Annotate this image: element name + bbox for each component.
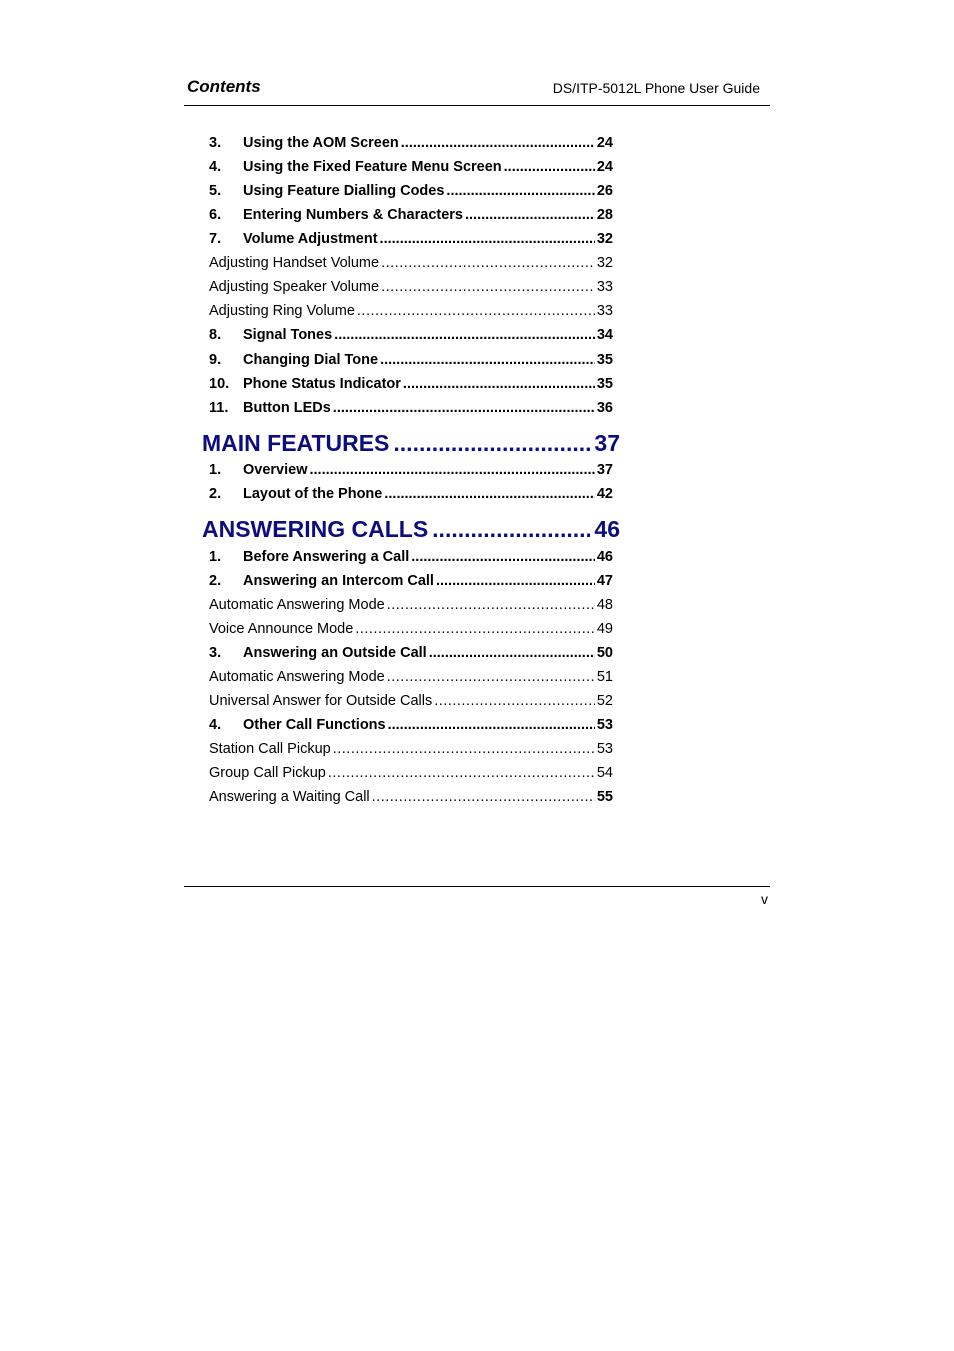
toc-entry-title: Button LEDs [243, 400, 331, 416]
toc-leader-dots [432, 515, 590, 543]
toc-entry-number: 7. [209, 231, 222, 247]
toc-entry-page: 47 [596, 573, 613, 589]
toc-subentry[interactable] [209, 619, 613, 639]
toc-leader-dots [328, 763, 595, 783]
toc-leader-dots [380, 229, 595, 249]
toc-entry-number: 3. [209, 135, 222, 151]
toc-entry-title: Changing Dial Tone [243, 352, 379, 368]
toc-entry[interactable] [209, 350, 613, 370]
toc-entry-page: 35 [596, 352, 613, 368]
toc-entry-page: 32 [596, 255, 613, 271]
toc-subentry[interactable] [209, 277, 613, 297]
toc-entry-title: Automatic Answering Mode [209, 597, 385, 613]
toc-leader-dots [446, 181, 594, 201]
toc-entry-number: 3. [209, 645, 222, 661]
toc-entry-page: 28 [596, 207, 613, 223]
toc-leader-dots [355, 619, 595, 639]
toc-entry-number: 10. [209, 376, 230, 392]
toc-entry-number: 5. [209, 183, 222, 199]
toc-leader-dots [429, 643, 595, 663]
toc-chapter-title: ANSWERING CALLS [202, 516, 429, 542]
toc-entry-page: 42 [596, 486, 613, 502]
toc-entry-title: Overview [243, 462, 308, 478]
toc-entry[interactable] [209, 571, 613, 591]
toc-entry-title: Adjusting Handset Volume [209, 255, 380, 271]
toc-entry-title: Adjusting Speaker Volume [209, 279, 380, 295]
toc-leader-dots [504, 157, 595, 177]
toc-entry-title: Phone Status Indicator [243, 376, 401, 392]
toc-subentry[interactable] [209, 763, 613, 783]
toc-chapter-answering-calls[interactable] [202, 515, 620, 543]
toc-leader-dots [388, 715, 595, 735]
toc-entry[interactable] [209, 133, 613, 153]
toc-leader-dots [380, 350, 595, 370]
header-rule [184, 105, 770, 106]
toc-entry[interactable] [209, 181, 613, 201]
toc-entry-number: 2. [209, 573, 222, 589]
toc-entry-number: 4. [209, 159, 222, 175]
toc-chapter-title: MAIN FEATURES [202, 430, 390, 456]
toc-entry-page: 46 [596, 549, 613, 565]
toc-entry-number: 9. [209, 352, 222, 368]
toc-entry-number: 8. [209, 327, 222, 343]
header-document-title: DS/ITP-5012L Phone User Guide [552, 80, 760, 96]
toc-leader-dots [387, 667, 595, 687]
toc-leader-dots [333, 398, 595, 418]
toc-subentry[interactable] [209, 301, 613, 321]
toc-leader-dots [387, 595, 595, 615]
toc-entry-page: 36 [596, 400, 613, 416]
toc-entry-page: 48 [596, 597, 613, 613]
toc-subentry[interactable] [209, 739, 613, 759]
toc-entry-number: 11. [209, 400, 229, 416]
toc-leader-dots [310, 460, 595, 480]
toc-entry[interactable] [209, 460, 613, 480]
toc-entry[interactable] [209, 643, 613, 663]
toc-leader-dots [381, 253, 595, 273]
toc-entry-page: 37 [596, 462, 613, 478]
toc-subentry[interactable] [209, 253, 613, 273]
toc-entry-title: Group Call Pickup [209, 765, 326, 781]
toc-entry-page: 33 [596, 303, 613, 319]
toc-entry-page: 53 [596, 717, 613, 733]
toc-subentry[interactable] [209, 667, 613, 687]
toc-entry-title: Answering an Outside Call [243, 645, 427, 661]
toc-entry[interactable] [209, 484, 613, 504]
toc-entry-title: Using the AOM Screen [243, 135, 399, 151]
toc-entry-title: Adjusting Ring Volume [209, 303, 355, 319]
toc-entry-title: Entering Numbers & Characters [243, 207, 463, 223]
toc-entry-number: 4. [209, 717, 222, 733]
toc-entry-page: 54 [596, 765, 613, 781]
toc-entry-title: Using the Fixed Feature Menu Screen [243, 159, 502, 175]
footer-page-number: v [761, 891, 768, 907]
toc-leader-dots [381, 277, 595, 297]
header-section-title: Contents [187, 77, 261, 96]
toc-entry-page: 24 [596, 159, 613, 175]
toc-leader-dots [333, 739, 595, 759]
toc-leader-dots [411, 547, 595, 567]
toc-entry[interactable] [209, 157, 613, 177]
toc-entry[interactable] [209, 325, 613, 345]
toc-entry-page: 32 [596, 231, 613, 247]
toc-entry-page: 49 [596, 621, 613, 637]
toc-entry[interactable] [209, 715, 613, 735]
toc-leader-dots [357, 301, 595, 321]
toc-entry-title: Answering a Waiting Call [209, 789, 370, 805]
toc-entry[interactable] [209, 205, 613, 225]
toc-entry-page: 34 [596, 327, 613, 343]
toc-entry-title: Other Call Functions [243, 717, 386, 733]
toc-leader-dots [436, 571, 595, 591]
toc-entry-page: 33 [596, 279, 613, 295]
toc-chapter-page: 37 [594, 430, 620, 456]
toc-entry-title: Answering an Intercom Call [243, 573, 434, 589]
toc-entry-number: 2. [209, 486, 222, 502]
toc-subentry[interactable] [209, 787, 613, 807]
toc-entry[interactable] [209, 398, 613, 418]
toc-entry[interactable] [209, 547, 613, 567]
toc-entry-title: Voice Announce Mode [209, 621, 354, 637]
toc-entry-title: Automatic Answering Mode [209, 669, 385, 685]
footer-rule [184, 886, 770, 887]
toc-entry-page: 50 [596, 645, 613, 661]
toc-entry-page: 24 [596, 135, 613, 151]
toc-entry-title: Volume Adjustment [243, 231, 378, 247]
toc-entry-number: 1. [209, 462, 222, 478]
toc-entry-title: Before Answering a Call [243, 549, 410, 565]
toc-entry-title: Signal Tones [243, 327, 333, 343]
toc-entry-title: Station Call Pickup [209, 741, 331, 757]
toc-leader-dots [401, 133, 595, 153]
toc-entry-page: 26 [596, 183, 613, 199]
toc-leader-dots [384, 484, 595, 504]
toc-chapter-page: 46 [594, 516, 620, 542]
toc-entry-title: Universal Answer for Outside Calls [209, 693, 433, 709]
toc-entry-page: 55 [596, 789, 613, 805]
toc-entry-page: 51 [596, 669, 613, 685]
toc-entry-page: 35 [596, 376, 613, 392]
toc-leader-dots [465, 205, 595, 225]
toc-entry-title: Using Feature Dialling Codes [243, 183, 445, 199]
toc-leader-dots [334, 325, 595, 345]
toc-subentry[interactable] [209, 595, 613, 615]
toc-chapter-main-features[interactable] [202, 429, 620, 457]
toc-entry[interactable] [209, 229, 613, 249]
toc-leader-dots [372, 787, 595, 807]
toc-entry-page: 52 [596, 693, 613, 709]
toc-subentry[interactable] [209, 691, 613, 711]
toc-leader-dots [393, 429, 590, 457]
toc-entry-page: 53 [596, 741, 613, 757]
toc-entry-number: 1. [209, 549, 222, 565]
toc-entry[interactable] [209, 374, 613, 394]
toc-leader-dots [403, 374, 595, 394]
toc-entry-number: 6. [209, 207, 222, 223]
toc-leader-dots [434, 691, 595, 711]
toc-entry-title: Layout of the Phone [243, 486, 383, 502]
